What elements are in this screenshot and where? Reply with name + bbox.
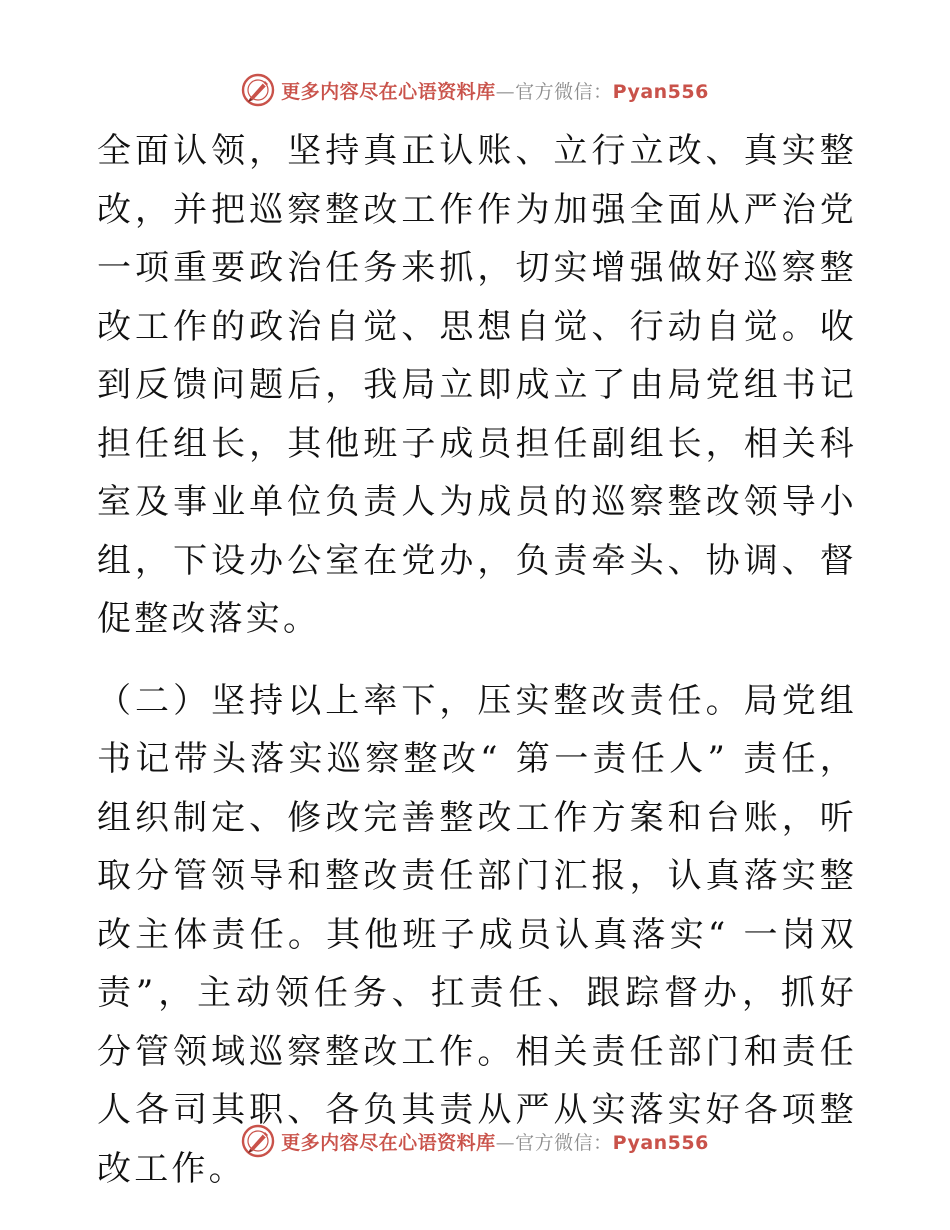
footer-watermark: [0, 1121, 950, 1161]
paragraph-2: （二）坚持以上率下，压实整改责任。局党组书记带头落实巡察整改“ 第一责任人” 责任，组织制定、修改完善整改工作方案和台账，听取分管领导和整改责任部门汇报，认真落实整改主体责任。其他班子成员认真落实“ 一岗双责”，主动领任务、扛责任、跟踪督办，抓好分管领域巡察整改工作。相关责任部门和责任人各司其职、各负其责从严从实落实好各项整改工作。: [97, 680, 857, 1189]
document-body: [97, 122, 857, 1198]
brand-text: 更多内容尽在心语资料库: [281, 1131, 496, 1154]
wechat-id: Pyan556: [612, 1131, 709, 1154]
wechat-label: 官方微信：: [515, 80, 613, 103]
brand-text: 更多内容尽在心语资料库: [281, 80, 496, 103]
wechat-label: 官方微信：: [515, 1131, 613, 1154]
footer-watermark-text: [281, 1128, 709, 1155]
separator: —: [495, 80, 516, 103]
separator: —: [495, 1131, 516, 1154]
logo-icon: [241, 1124, 275, 1158]
header-watermark-text: [281, 77, 709, 104]
header-watermark: [0, 70, 950, 110]
paragraph-1: 全面认领，坚持真正认账、立行立改、真实整改，并把巡察整改工作作为加强全面从严治党一项重要政治任务来抓，切实增强做好巡察整改工作的政治自觉、思想自觉、行动自觉。收到反馈问题后，我局立即成立了由局党组书记担任组长，其他班子成员担任副组长，相关科室及事业单位负责人为成员的巡察整改领导小组，下设办公室在党办，负责牵头、协调、督促整改落实。: [97, 131, 857, 639]
wechat-id: Pyan556: [612, 80, 709, 103]
logo-icon: [241, 73, 275, 107]
